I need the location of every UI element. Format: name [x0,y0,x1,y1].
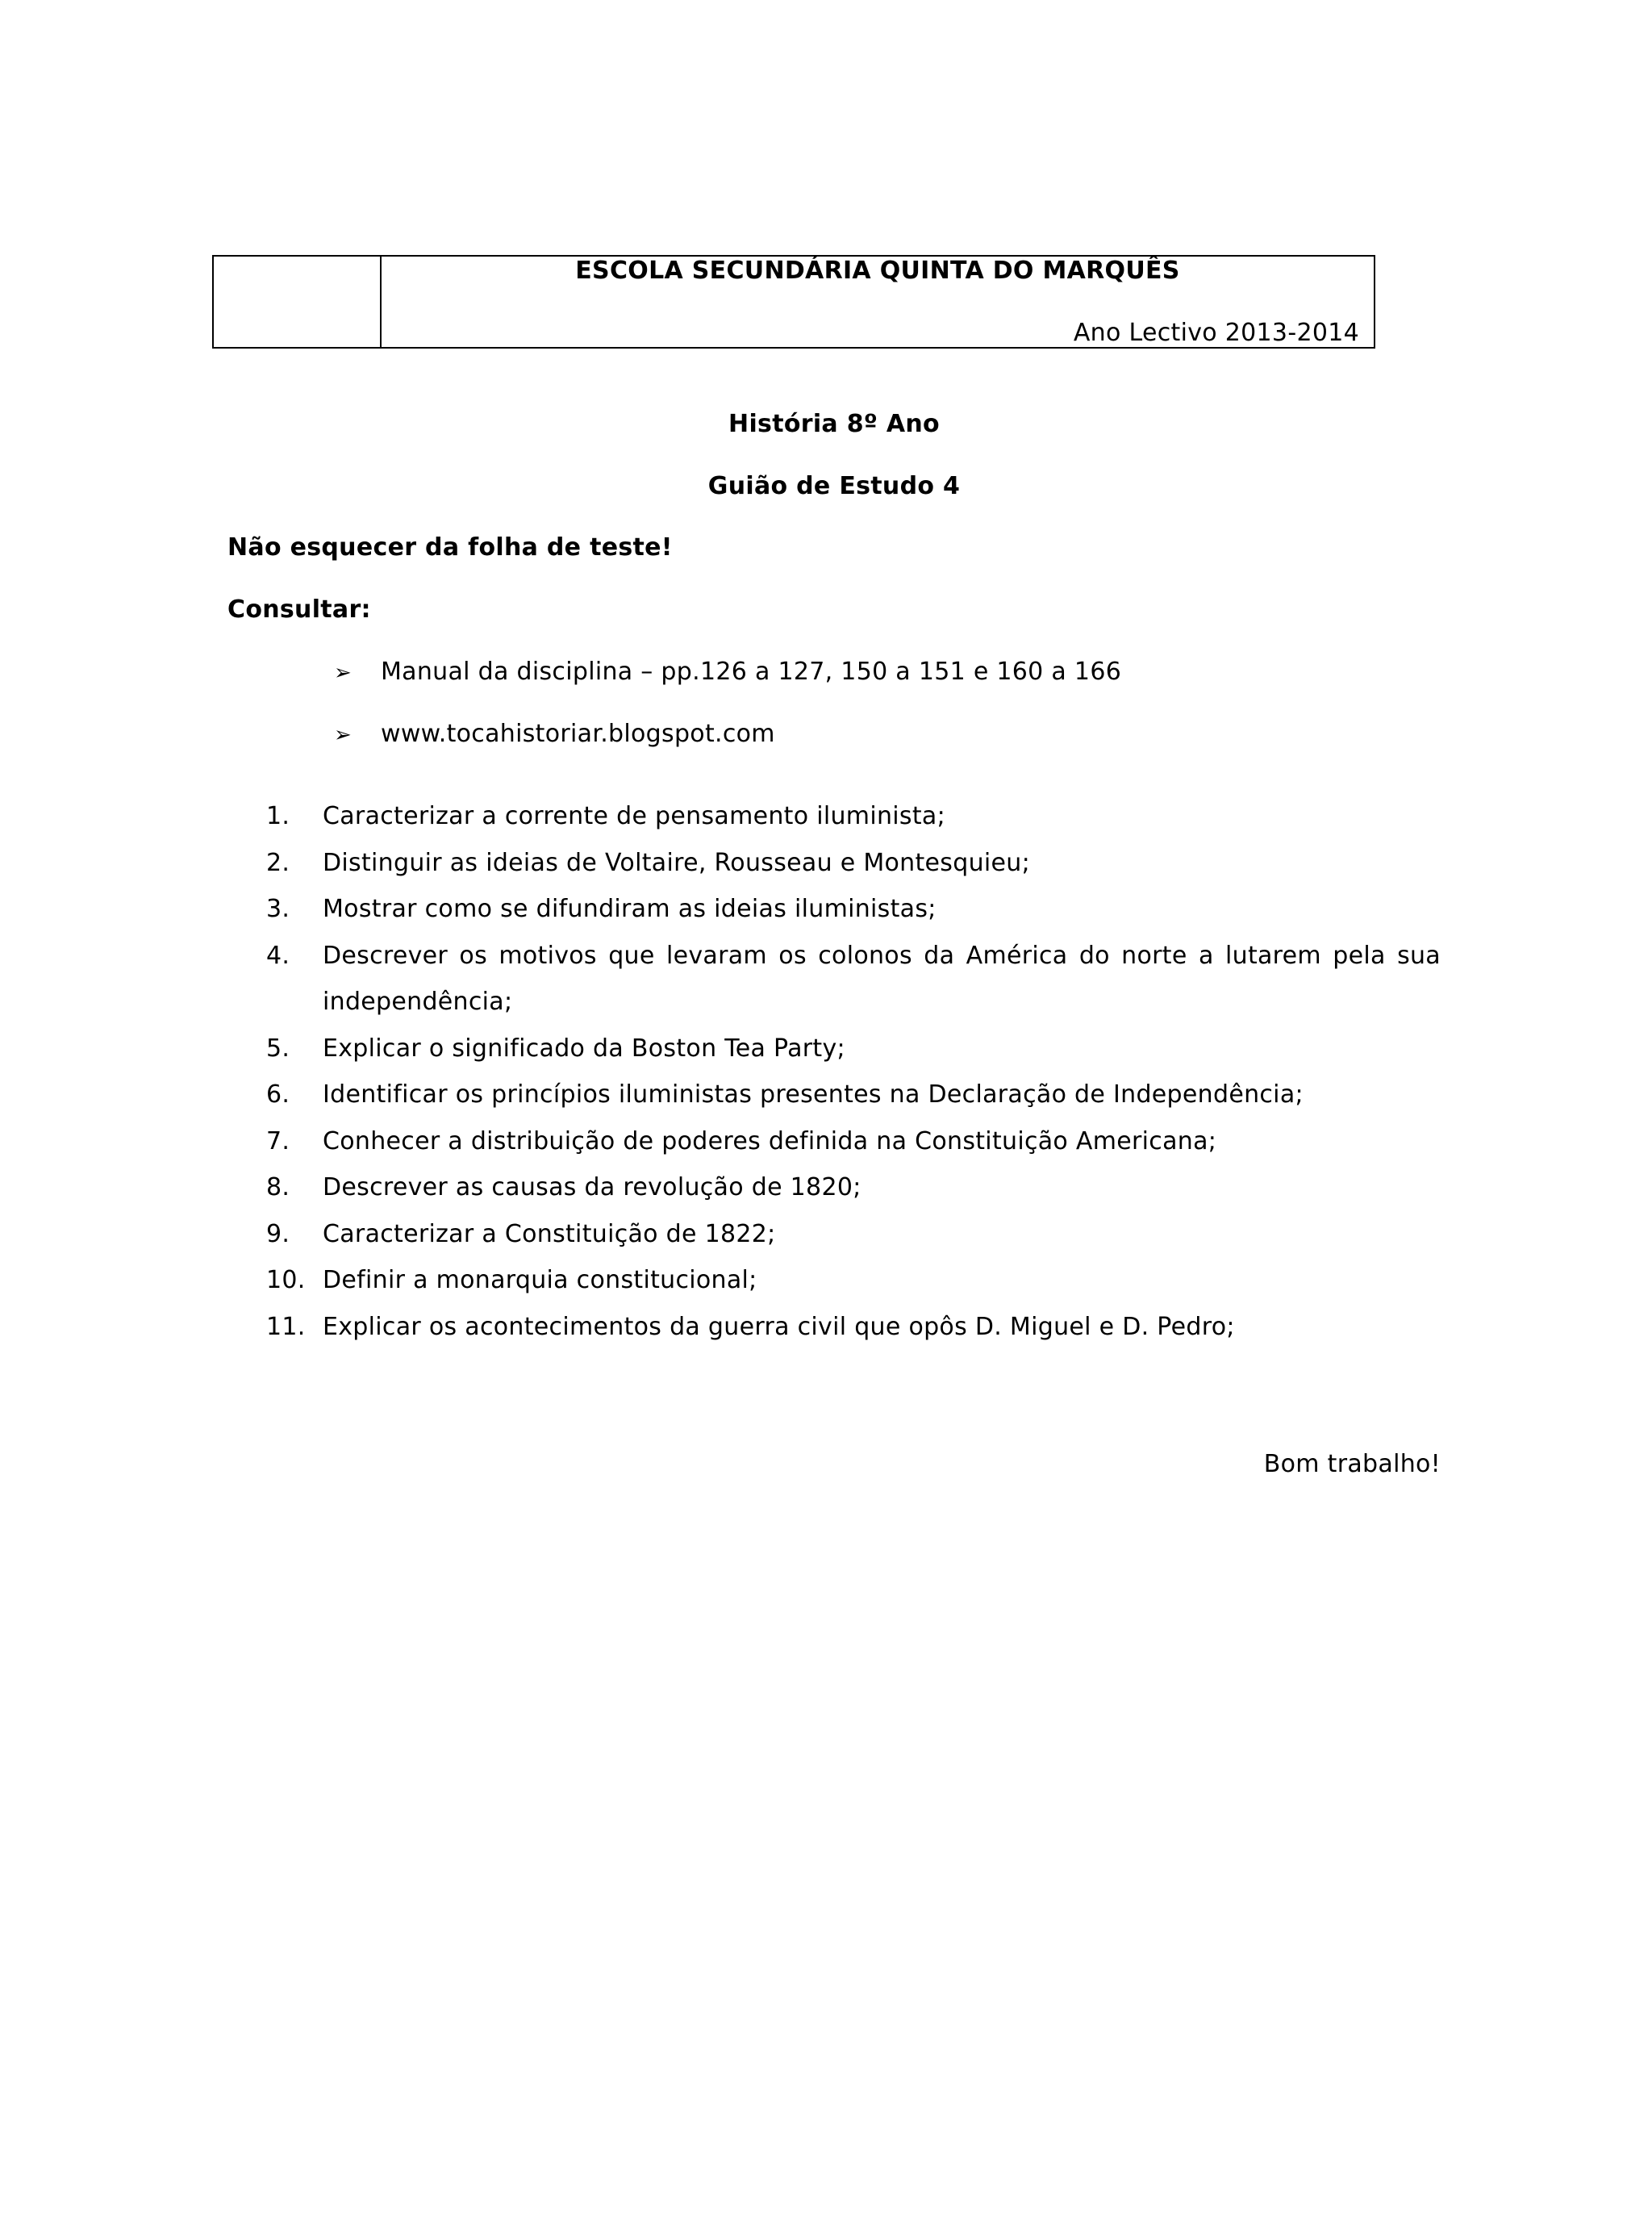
goal-text: Definir a monarquia constitucional; [323,1266,757,1294]
list-item [242,933,1441,1026]
notice-text: Não esquecer da folha de teste! [227,533,673,562]
arrow-bullet-icon: ➢ [334,723,353,747]
list-item [242,840,1441,887]
goal-number: 4. [266,941,290,970]
goal-number: 3. [266,895,290,923]
header-info-cell [382,257,1374,347]
header-table [212,255,1375,349]
school-year: Ano Lectivo 2013-2014 [1073,319,1359,347]
list-item [242,793,1441,840]
arrow-bullet-icon: ➢ [334,661,353,685]
logo-cell [214,257,382,347]
goal-number: 11. [266,1312,306,1341]
goal-number: 1. [266,802,290,830]
goal-number: 5. [266,1034,290,1063]
goal-number: 10. [266,1266,306,1294]
consult-label: Consultar: [227,595,371,624]
goal-text: Distinguir as ideias de Voltaire, Rousseau e Montesquieu; [323,848,1030,877]
goal-text: Conhecer a distribuição de poderes definida na Constituição Americana; [323,1126,1217,1155]
goal-text: Mostrar como se difundiram as ideias iluministas; [323,895,937,923]
goal-number: 8. [266,1173,290,1201]
study-goals-list [242,793,1441,1350]
goal-text: Caracterizar a Constituição de 1822; [323,1219,776,1248]
list-item [242,1164,1441,1211]
goal-text: Descrever os motivos que levaram os colonos da América do norte a lutarem pela sua independência; [323,941,1441,1016]
goal-text: Identificar os princípios iluministas presentes na Declaração de Independência; [323,1080,1304,1109]
list-item [242,1257,1441,1304]
guide-title: Guião de Estudo 4 [707,472,961,500]
goal-text: Descrever as causas da revolução de 1820; [323,1173,861,1201]
goal-text: Explicar o significado da Boston Tea Party; [323,1034,845,1063]
goal-number: 2. [266,848,290,877]
consult-item-link[interactable]: www.tocahistoriar.blogspot.com [381,720,775,748]
consult-item [334,720,775,748]
list-item [242,1026,1441,1072]
list-item [242,1304,1441,1351]
goal-number: 9. [266,1219,290,1248]
list-item [242,1211,1441,1258]
school-name: ESCOLA SECUNDÁRIA QUINTA DO MARQUÊS [575,257,1180,285]
list-item [242,886,1441,933]
subject-title: História 8º Ano [728,410,940,438]
goal-text: Caracterizar a corrente de pensamento iluminista; [323,802,945,830]
list-item [242,1118,1441,1165]
goal-text: Explicar os acontecimentos da guerra civil que opôs D. Miguel e D. Pedro; [323,1312,1235,1341]
goal-number: 6. [266,1080,290,1109]
closing-text: Bom trabalho! [1263,1450,1441,1478]
consult-item [334,658,1121,686]
consult-item-text: Manual da disciplina – pp.126 a 127, 150 a 151 e 160 a 166 [381,658,1122,686]
list-item [242,1072,1441,1118]
goal-number: 7. [266,1126,290,1155]
